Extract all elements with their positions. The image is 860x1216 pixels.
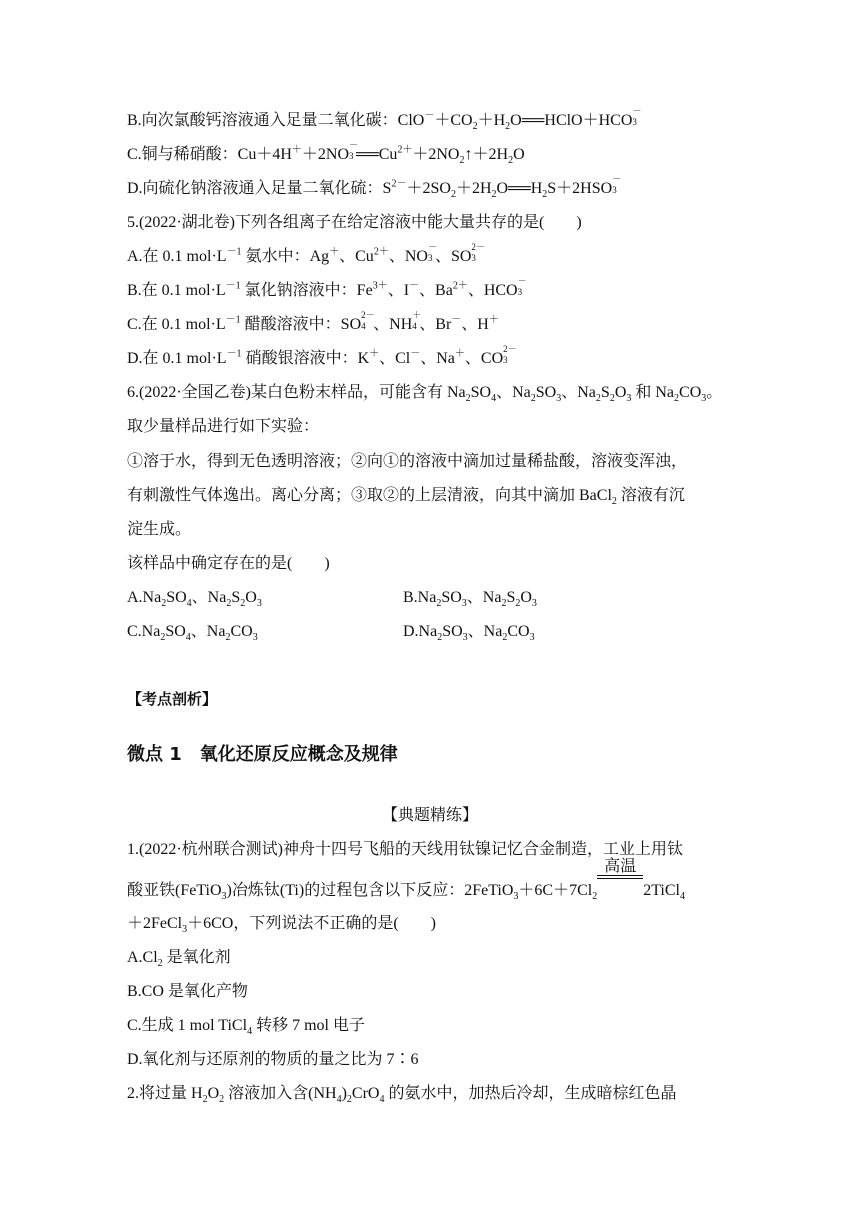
q5-stem: 5.(2022·湖北卷)下列各组离子在给定溶液中能大量共存的是( ) [127,214,582,231]
p1-stem-line1: 1.(2022·杭州联合测试)神舟十四号飞船的天线用钛镍记忆合金制造，工业上用钛 [127,841,683,858]
p1-stem-line2: 酸亚铁(FeTiO$_3$)冶炼钛(Ti)的过程包含以下反应：$2FeTiO_3+6C+7Cl_2$ 高温 2TiCl$_4$ [127,856,685,903]
q4-option-d: D.向硫化钠溶液通入足量二氧化硫：$S^{2-}+2SO_2+2H_2O══H_2S+2HSO$ － 3 [127,174,622,201]
q6-option-a: $A.Na_2SO_4$、$Na_2S_2O_3$ [127,589,262,610]
q6-stem-line4: 有刺激性气体逸出。离心分离；③取②的上层清液，向其中滴加 BaCl$_2$ 溶液有沉 [127,487,685,508]
q6-option-d: $D.Na_2SO_3$、$Na_2CO_3$ [403,623,535,644]
q5-option-b: B.在 0.1 $mol\cdot L^{-1}$ 氯化钠溶液中：$Fe^{3+}$、I－、$Ba^{2+}$、HCO － 3 [127,276,527,299]
p1-stem-line3: ＋2FeCl$_3$＋6CO，下列说法不正确的是( ) [127,915,437,936]
q6-stem-line3: ①溶于水，得到无色透明溶液；②向①的溶液中滴加过量稀盐酸，溶液变浑浊， [127,453,688,470]
q6-option-c: $C.Na_2SO_4$、$Na_2CO_3$ [127,623,258,644]
q5-option-a: A.在 0.1 $mol\cdot L^{-1}$ 氨水中：Ag＋、$Cu^{2+}$、NO － 3 、SO 2－ 3 [127,242,485,265]
q6-option-b: $B.Na_2SO_3$、$Na_2S_2O_3$ [403,589,537,610]
section-analysis-heading: 【考点剖析】 [127,690,218,708]
p1-option-c: C.生成 1 mol TiCl$_4$ 转移 7 mol 电子 [127,1017,365,1038]
q6-stem-line1: 6.(2022·全国乙卷)某白色粉末样品，可能含有 $Na_2SO_4$、$Na_2SO_3$、$Na_2S_2O_3$ 和 $Na_2CO_3$。 [127,384,723,405]
q6-stem-line2: 取少量样品进行如下实验： [127,418,320,435]
q4-option-c: C.铜与稀硝酸：Cu＋4H＋＋2NO － 3 $══Cu^{2+}+2NO_2↑+2H_2O$ [127,140,525,167]
reaction-condition: 高温 [597,881,643,895]
typical-practice-heading: 【典题精练】 [381,807,478,824]
q6-stem-line5: 淀生成。 [127,521,192,538]
p2-stem-line1: 2.将过量 $H_2O_2$ 溶液加入含$(NH_4)_2CrO_4$ 的氨水中，加热后冷却，生成暗棕红色晶 [127,1085,677,1106]
p1-option-a: $A.Cl_2$ 是氧化剂 [127,949,231,970]
q5-option-d: D.在 0.1 $mol\cdot L^{-1}$ 硝酸银溶液中：K＋、Cl－、Na＋、CO 2－ 3 [127,344,517,367]
q6-question: 该样品中确定存在的是( ) [127,555,330,572]
micro-point-title: 微点 1 氧化还原反应概念及规律 [127,744,398,765]
q5-option-c: C.在 0.1 $mol\cdot L^{-1}$ 醋酸溶液中：SO 2－ 4 、NH ＋ 4 、Br－、H＋ [127,310,499,333]
p1-option-d: D.氧化剂与还原剂的物质的量之比为 7∶6 [127,1051,419,1068]
p1-option-b: B.CO 是氧化产物 [127,983,248,1000]
q4-option-b: B.向次氯酸钙溶液通入足量二氧化碳：$ClO^-+CO_2+H_2O══HClO+HCO$ － 3 [127,106,642,133]
